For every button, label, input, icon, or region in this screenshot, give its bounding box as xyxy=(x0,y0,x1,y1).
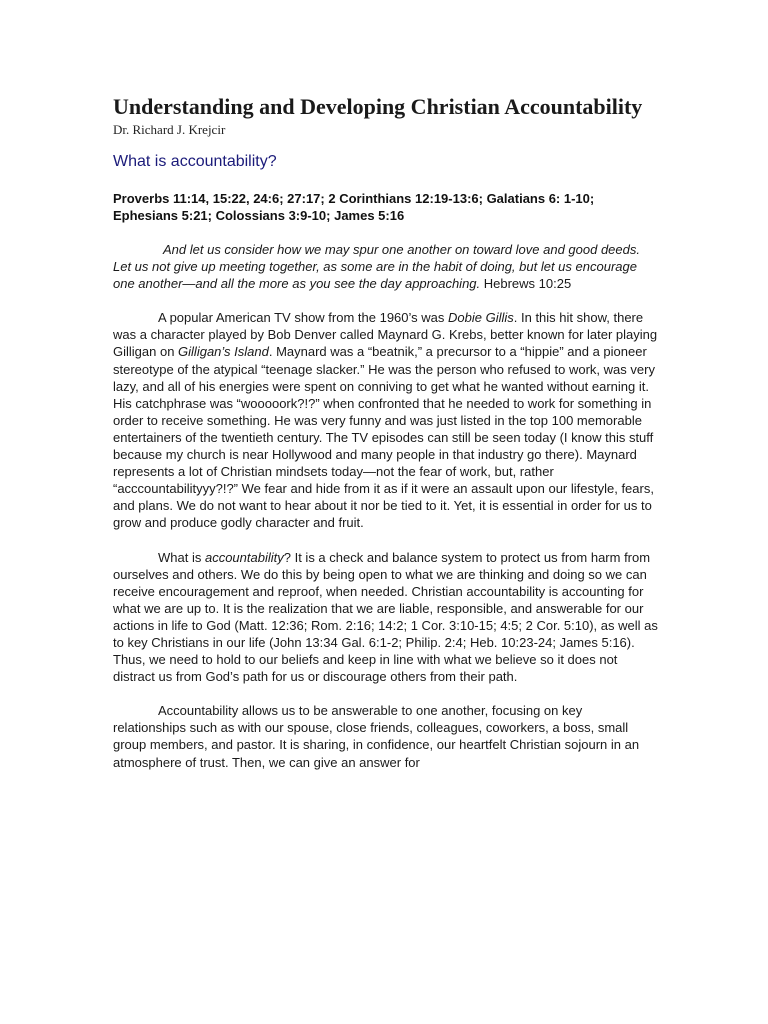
paragraph-1-text-b: . In this hit show, there was a character played by Bob Denver called Maynard G. Krebs, better known for later playing Gilligan on xyxy=(113,310,658,360)
paragraph-1-text-a: A popular American TV show from the 1960’s was xyxy=(158,310,449,326)
paragraph-2-text-a: What is xyxy=(158,549,205,565)
paragraph-1-text-c: . Maynard was a “beatnik,” a precursor to a “hippie” and a pioneer stereotype of the atypical “teenage slacker.” He was the person who refused to work, was very lazy, and all of his energies were spent on conniving to get what he wanted without earning it. His catchphrase was “wooooork?!?” when confronted that he needed to work for something in order to receive something. He was very funny and was just listed in the top 100 memorable entertainers of the twentieth century. The TV episodes can still be seen today (I know this stuff because my church is near Hollywood and many people in that industry go there). Maynard represents a lot of Christian mindsets today—not the fear of work, but, rather “acccountabilityyy?!?” We fear and hide from it as if it were an assault upon our lifestyle, fears, and plans. We do not want to hear about it nor be tied to it. Yet, it is essential in order for us to grow and produce godly character and fruit. xyxy=(113,344,655,531)
scripture-quote xyxy=(113,241,658,292)
document-page xyxy=(113,92,658,788)
section-heading: What is accountability? xyxy=(113,153,277,170)
quote-text: And let us consider how we may spur one another on toward love and good deeds. Let us not give up meeting together, as some are in the habit of doing, but let us encourage one another—and all the more as you see the day approaching. xyxy=(113,242,640,292)
body-paragraph-3: Accountability allows us to be answerable to one another, focusing on key relationships such as with our spouse, close friends, colleagues, coworkers, a boss, small group members, and pastor. It is sharing, in confidence, our heartfelt Christian sojourn in an atmosphere of trust. Then, we can give an answer for xyxy=(113,703,640,770)
author-name: Dr. Richard J. Krejcir xyxy=(113,122,226,137)
island-show-title: Gilligan’s Island xyxy=(178,344,269,360)
quote-citation: Hebrews 10:25 xyxy=(480,276,572,292)
accountability-term: accountability xyxy=(204,549,284,565)
paragraph-2-text-b: ? It is a check and balance system to protect us from harm from ourselves and others. We do this by being open to what we are thinking and doing so we can receive encouragement and reproof, when needed. Christian accountability is accounting for what we are up to. It is the realization that we are liable, responsible, and answerable for our actions in life to God (Matt. 12:36; Rom. 2:16; 14:2; 1 Cor. 3:10-15; 4:5; 2 Cor. 5:10), as well as to key Christians in our life (John 13:34 Gal. 6:1-2; Philip. 2:4; Heb. 10:23-24; James 5:16). Thus, we need to hold to our beliefs and keep in line with what we believe so it does not distract us from God’s path for us or discourage others from their path. xyxy=(113,549,658,685)
body-paragraph-2 xyxy=(113,549,658,686)
scripture-references: Proverbs 11:14, 15:22, 24:6; 27:17; 2 Corinthians 12:19-13:6; Galatians 6: 1-10; Ephesians 5:21; Colossians 3:9-10; James 5:16 xyxy=(113,191,595,223)
show-title: Dobie Gillis xyxy=(448,310,514,326)
document-title: Understanding and Developing Christian Accountability xyxy=(113,94,643,119)
body-paragraph-1 xyxy=(113,309,658,531)
